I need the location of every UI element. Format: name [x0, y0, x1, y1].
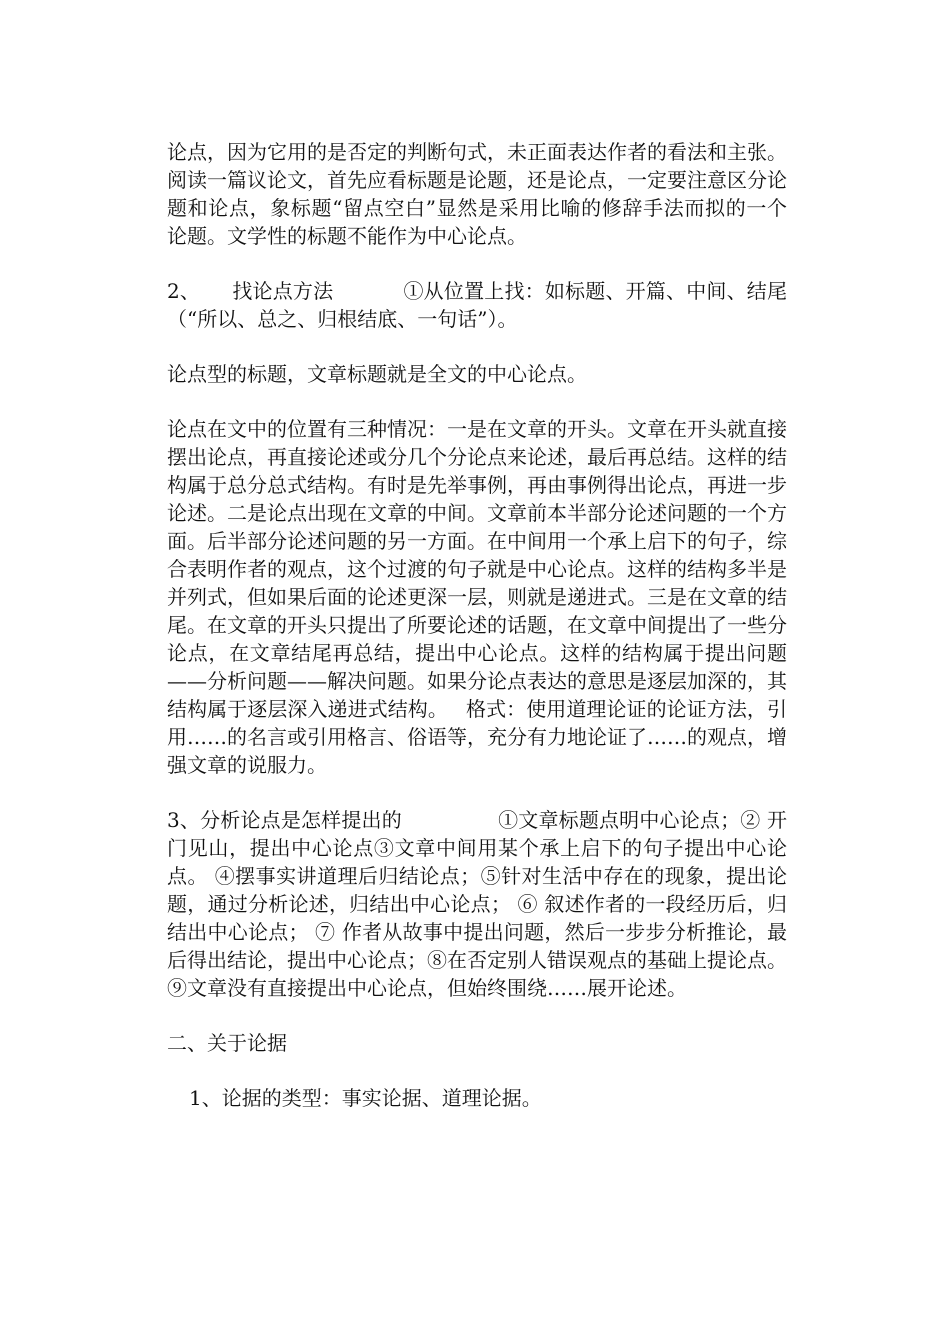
paragraph-text: 论点在文中的位置有三种情况：一是在文章的开头。文章在开头就直接摆出论点，再直接论述或分几个分论点来论述，最后再总结。这样的结构属于总分总式结构。有时是先举事例，再由事例得出论点，再进一步论述。二是论点出现在文章的中间。文章前本半部分论述问题的一个方面。后半部分论述问题的另一方面。在中间用一个承上启下的句子，综合表明作者的观点，这个过渡的句子就是中心论点。这样的结构多半是并列式，但如果后面的论述更深一层，则就是递进式。三是在文章的结尾。在文章的开头只提出了所要论述的话题，在文章中间提出了一些分论点，在文章结尾再总结，提出中心论点。这样的结构属于提出问题——分析问题——解决问题。如果分论点表达的意思是逐层加深的，其结构属于逐层深入递进式结构。: [167, 417, 787, 721]
paragraph-find-thesis-method: [167, 277, 787, 333]
paragraph-text: 论点，因为它用的是否定的判断句式，未正面表达作者的看法和主张。阅读一篇议论文，首先应看标题是论题，还是论点，一定要注意区分论题和论点，象标题“留点空白”显然是采用比喻的修辞手法而拟的一个论题。文学性的标题不能作为中心论点。: [167, 140, 787, 248]
section-number: 2、: [167, 279, 201, 303]
paragraph-title-thesis: [167, 360, 787, 388]
paragraph-how-thesis-raised: [167, 806, 787, 1002]
section-body: ①文章标题点明中心论点；② 开门见山，提出中心论点③文章中间用某个承上启下的句子提出中心论点。 ④摆事实讲道理后归结论点；⑤针对生活中存在的现象，提出论题，通过分析论述，归结出中心论点； ⑥ 叙述作者的一段经历后，归结出中心论点； ⑦ 作者从故事中提出问题，然后一步步分析推论，最后得出结论，提出中心论点；⑧在否定别人错误观点的基础上提论点。⑨文章没有直接提出中心论点，但始终围绕……展开论述。: [167, 808, 787, 1000]
paragraph-thesis-position: [167, 415, 787, 779]
format-note: 格式：使用道理论证的论证方法，引用……的名言或引用格言、俗语等，充分有力地论证了……的观点，增强文章的说服力。: [167, 697, 788, 777]
heading-text: 二、关于论据: [167, 1031, 287, 1055]
list-item-text: 1、论据的类型：事实论据、道理论据。: [189, 1086, 542, 1110]
heading-evidence: [167, 1029, 787, 1057]
paragraph-thesis-vs-topic: [167, 138, 787, 250]
document-page: [167, 138, 787, 1112]
section-title: 找论点方法: [232, 279, 334, 303]
section-body: ①从位置上找：如标题、开篇、中间、结尾（“所以、总之、归根结底、一句话”）。: [167, 279, 788, 331]
list-item-evidence-types: [167, 1084, 787, 1112]
paragraph-text: 论点型的标题，文章标题就是全文的中心论点。: [167, 362, 587, 386]
section-title: 3、分析论点是怎样提出的: [167, 808, 402, 832]
